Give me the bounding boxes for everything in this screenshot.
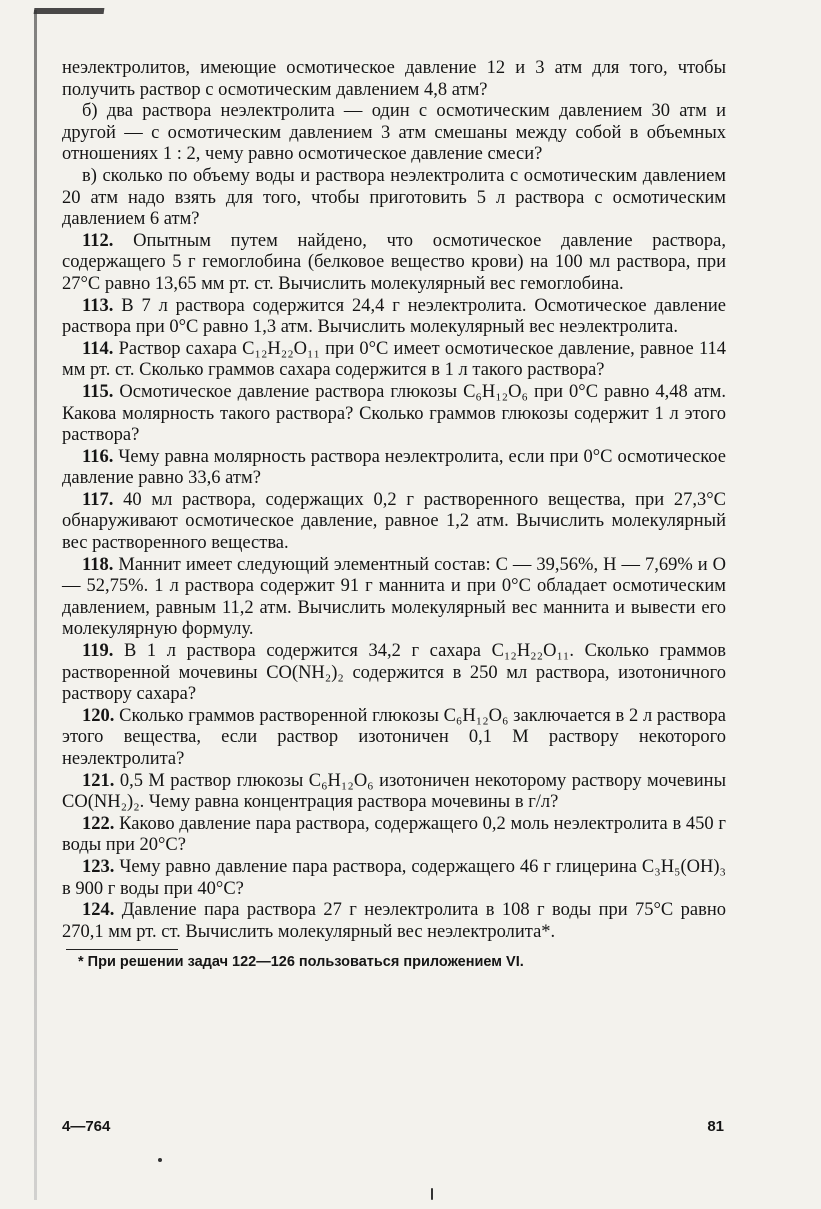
problem-text: 0,5 М раствор глюкозы C₆H₁₂O₆ изотоничен некоторому раствору мочевины CO(NH₂)₂. Чему равна концентрация раствора мочевины в г/л?	[62, 770, 726, 813]
page-edge-shadow-top	[34, 8, 105, 14]
problem-114	[62, 339, 726, 382]
page-edge-shadow-left	[34, 10, 37, 1200]
paragraph-v: в) сколько по объему воды и раствора неэлектролита с осмотическим давлением 20 атм надо взять для того, чтобы приготовить 5 л раствора с осмотическим давлением 6 атм?	[62, 165, 726, 230]
problem-number: 124.	[82, 900, 115, 921]
problem-text: Чему равно давление пара раствора, содержащего 46 г глицерина C₃H₅(OH)₃ в 900 г воды при 40°С?	[62, 856, 726, 899]
problem-text: Каково давление пара раствора, содержащего 0,2 моль неэлектролита в 450 г воды при 20°С?	[62, 813, 726, 856]
problem-113	[62, 296, 726, 339]
problem-text: Опытным путем найдено, что осмотическое давление раствора, содержащего 5 г гемоглобина (белковое вещество крови) на 100 мл раствора, при 27°С равно 13,65 мм рт. ст. Вычислить молекулярный вес гемоглобина.	[62, 230, 727, 294]
printer-signature: 4—764	[62, 1118, 111, 1135]
problem-120	[62, 706, 726, 771]
paragraph-b: б) два раствора неэлектролита — один с осмотическим давлением 30 атм и другой — с осмотическим давлением 3 атм смешаны между собой в объемных отношениях 1 : 2, чему равно осмотическое давление смеси?	[62, 101, 726, 165]
footnote-divider	[66, 949, 178, 950]
problem-number: 113.	[82, 295, 114, 316]
problem-number: 112.	[82, 230, 114, 251]
problem-121	[62, 771, 726, 814]
problem-123	[62, 857, 726, 900]
problem-text: Давление пара раствора 27 г неэлектролита в 108 г воды при 75°С равно 270,1 мм рт. ст. Вычислить молекулярный вес неэлектролита*.	[62, 900, 726, 942]
problem-118	[62, 555, 726, 641]
problem-number: 116.	[82, 446, 114, 467]
problem-112	[62, 231, 726, 296]
page-body	[62, 58, 726, 971]
problem-number: 117.	[82, 489, 114, 510]
problem-text: Чему равна молярность раствора неэлектролита, если при 0°С осмотическое давление равно 33,6 атм?	[62, 446, 726, 489]
problem-number: 118.	[82, 554, 114, 575]
problem-text: Сколько граммов растворенной глюкозы C₆H₁₂O₆ заключается в 2 л раствора этого вещества, если раствор изотоничен 0,1 М раствору некоторого неэлектролита?	[62, 705, 727, 769]
problem-number: 121.	[82, 770, 115, 791]
problem-text: 40 мл раствора, содержащих 0,2 г растворенного вещества, при 27,3°С обнаруживают осмотическое давление, равное 1,2 атм. Вычислить молекулярный вес растворенного вещества.	[62, 489, 727, 554]
page-number: 81	[707, 1118, 724, 1135]
problem-number: 115.	[82, 381, 114, 402]
problem-text: Маннит имеет следующий элементный состав: С — 39,56%, Н — 7,69% и О — 52,75%. 1 л раствора содержит 91 г маннита и при 0°С обладает осмотическим давлением, равным 11,2 атм. Вычислить молекулярный вес маннита и вывести его молекулярную формулу.	[62, 554, 727, 640]
problem-number: 119.	[82, 641, 114, 662]
problem-number: 122.	[82, 813, 115, 834]
problem-117	[62, 490, 726, 555]
problem-text: В 7 л раствора содержится 24,4 г неэлектролита. Осмотическое давление раствора при 0°С равно 1,3 атм. Вычислить молекулярный вес неэлектролита.	[62, 295, 726, 338]
problem-number: 123.	[82, 856, 115, 877]
paragraph-continuation: неэлектролитов, имеющие осмотическое давление 12 и 3 атм для того, чтобы получить раствор с осмотическим давлением 4,8 атм?	[62, 58, 726, 100]
problem-number: 120.	[82, 705, 115, 726]
problem-122	[62, 814, 726, 857]
problem-119	[62, 641, 726, 706]
problem-text: В 1 л раствора содержится 34,2 г сахара C₁₂H₂₂O₁₁. Сколько граммов растворенной мочевины CO(NH₂)₂ содержится в 250 мл раствора, изотоничного раствору сахара?	[62, 641, 727, 705]
problem-115	[62, 382, 726, 447]
problem-124	[62, 900, 726, 943]
problem-text: Раствор сахара C₁₂H₂₂O₁₁ при 0°С имеет осмотическое давление, равное 114 мм рт. ст. Сколько граммов сахара содержится в 1 л такого раствора?	[62, 338, 727, 381]
problem-number: 114.	[82, 338, 114, 359]
problem-116	[62, 447, 726, 490]
scan-speck	[158, 1158, 162, 1162]
problem-text: Осмотическое давление раствора глюкозы C₆H₁₂O₆ при 0°С равно 4,48 атм. Какова молярность такого раствора? Сколько граммов глюкозы содержит 1 л этого раствора?	[62, 381, 726, 446]
footnote: * При решении задач 122—126 пользоваться приложением VI.	[78, 954, 524, 971]
scan-speck	[431, 1188, 433, 1200]
